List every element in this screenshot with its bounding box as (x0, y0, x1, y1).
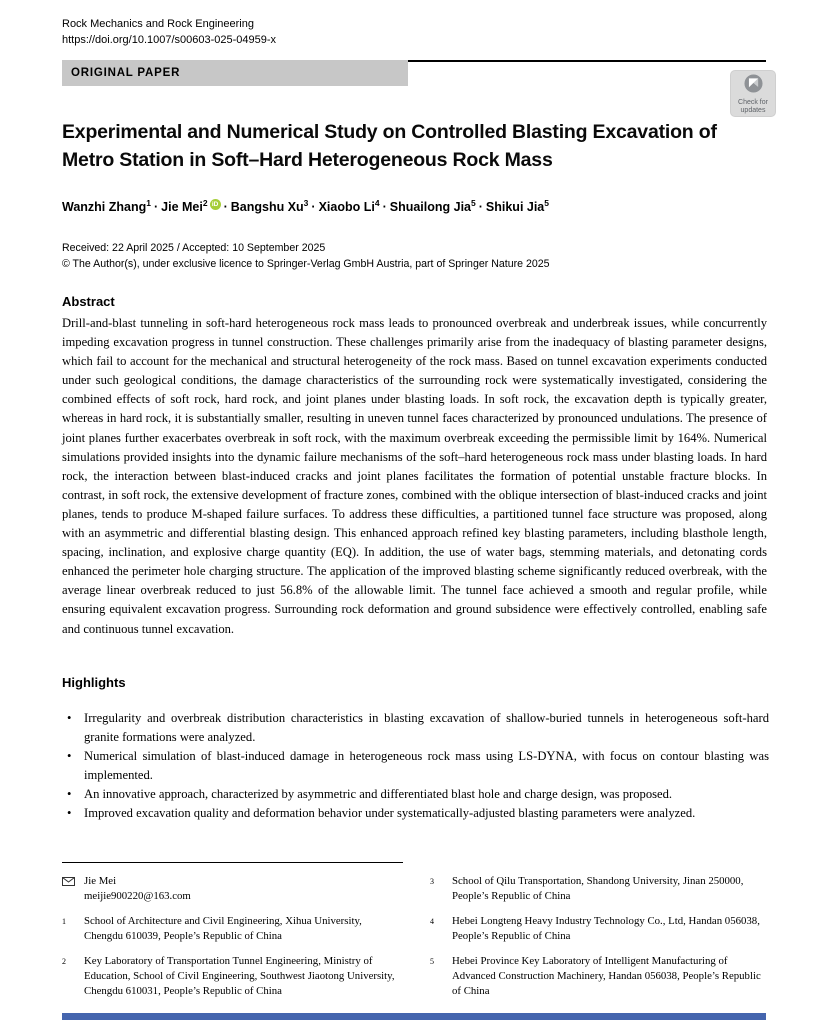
author-line (62, 198, 766, 214)
affiliation: 3 School of Qilu Transportation, Shandong University, Jinan 250000, People’s Republic of China (430, 875, 744, 902)
author-separator: · (382, 200, 387, 215)
highlight-item: • Numerical simulation of blast-induced damage in heterogeneous rock mass using LS-DYNA, with focus on contour blasting was implemented. (62, 747, 769, 785)
orcid-icon[interactable]: iD (210, 199, 221, 210)
journal-name: Rock Mechanics and Rock Engineering (62, 18, 254, 30)
received-accepted: Received: 22 April 2025 / Accepted: 10 September 2025 (62, 242, 326, 254)
check-updates-label-line1: Check for (738, 99, 768, 106)
footnotes-section (62, 862, 767, 1009)
abstract-text: Drill-and-blast tunneling in soft-hard heterogeneous rock mass leads to pronounced overbreak and underbreak issues, while concurrently impeding excavation progress in tunnel construction. These challenges primarily arise from the inadequacy of blasting parameter designs, which fail to account for the mechanical and structural heterogeneity of the rock mass. Based on tunnel excavation experiments conducted under such geological conditions, the damage characteristics of the surrounding rock were systematically investigated, considering the combined effects of soft rock, hard rock, and joint planes under blasting loads. In soft rock, the excavation depth is typically greater, whereas in hard rock, it is substantially smaller, resulting in uneven tunnel faces characterized by pronounced undulations. The presence of joint planes further exacerbates overbreak in soft rock, with the maximum overbreak exceeding the permissible limit by 164%. Numerical simulations provided insights into the dynamic failure mechanisms of the soft–hard heterogeneous rock mass under blasting loads. In hard rock, the interaction between blast-induced cracks and joint planes facilitates the formation of potential unstable fracture blocks. In contrast, in soft rock, the extensive development of fracture zones, combined with the oblique intersection of blast-induced cracks and joint planes, tends to produce M-shaped failure surfaces. To address these difficulties, a partitioned tunnel face structure was proposed, along with an asymmetric and differential blasting design. This enhanced approach refined key blasting parameters, including blasthole length, spacing, inclination, and explosive charge quantity (EQ). In addition, the use of water bags, stemming materials, and detonating cords enhanced the perimeter hole charging structure. The application of the improved blasting scheme significantly reduced overbreak, with the average linear overbreak reduced to just 56.8% of the allowable limit. The tunnel face achieved a smooth and regular profile, while ensuring equivalent excavation progress. Surrounding rock deformation and ground subsidence were effectively controlled, enabling safe and continuous tunnel excavation. (62, 316, 767, 636)
author: Bangshu Xu$^3$ (230, 198, 309, 215)
highlight-item: • Improved excavation quality and deformation behavior under systematically-adjusted blasting parameters were analyzed. (62, 804, 769, 823)
envelope-icon (62, 874, 84, 903)
article-type-label: ORIGINAL PAPER (71, 67, 181, 79)
author-separator: · (223, 200, 228, 215)
author: Wanzhi Zhang$^1$ (62, 198, 151, 215)
author-separator: · (311, 200, 316, 215)
bullet-glyph: • (67, 749, 72, 764)
bullet-glyph: • (67, 787, 72, 802)
correspondence-email[interactable]: meijie900220@163.com (84, 889, 191, 902)
highlights-list (62, 709, 769, 824)
article-type-row (62, 60, 766, 86)
footnote-column-left (62, 874, 398, 1009)
check-updates-label-line2: updates (740, 107, 766, 114)
dates-block (62, 241, 766, 272)
crossmark-icon (744, 80, 763, 97)
abstract-heading: Abstract (62, 294, 115, 309)
bullet-glyph: • (67, 711, 72, 725)
bullet-glyph: • (67, 806, 72, 821)
journal-header (62, 16, 276, 48)
affiliation: 1 School of Architecture and Civil Engineering, Xihua University, Chengdu 610039, People’s Republic of China (62, 915, 362, 942)
author-separator: · (478, 200, 483, 215)
article-title: Experimental and Numerical Study on Controlled Blasting Excavation of Metro Station in Soft–Hard Heterogeneous Rock Mass (62, 121, 717, 171)
copyright-line: © The Author(s), under exclusive licence to Springer-Verlag GmbH Austria, part of Springer Nature 2025 (62, 257, 550, 270)
highlights-section (62, 675, 769, 824)
footnote-rule (62, 862, 403, 863)
author: Jie Mei$^2$ (161, 198, 208, 215)
highlights-heading: Highlights (62, 675, 126, 690)
footer-accent-bar (62, 1013, 766, 1020)
article-type-banner (62, 60, 408, 86)
author: Xiaobo Li$^4$ (318, 198, 380, 215)
footnote-column-right (430, 874, 766, 1009)
author: Shikui Jia$^5$ (485, 198, 549, 215)
check-for-updates-badge[interactable] (730, 70, 776, 117)
correspondence-block (62, 874, 398, 903)
highlight-item: • An innovative approach, characterized by asymmetric and differentiated blast hole and charge design, was proposed. (62, 785, 769, 804)
affiliation: 4 Hebei Longteng Heavy Industry Technology Co., Ltd, Handan 056038, People’s Republic of China (430, 915, 760, 942)
affiliation: 2 Key Laboratory of Transportation Tunnel Engineering, Ministry of Education, School of Civil Engineering, Southwest Jiaotong University, Chengdu 610031, People’s Republic of China (62, 955, 395, 997)
author-separator: · (153, 200, 159, 215)
correspondence-name: Jie Mei (84, 875, 117, 887)
highlight-item: • Irregularity and overbreak distribution characteristics in blasting excavation of shallow-buried tunnels in heterogeneous soft-hard granite formations were analyzed. (62, 709, 769, 747)
affiliation: 5 Hebei Province Key Laboratory of Intelligent Manufacturing of Advanced Construction Machinery, Handan 056038, People’s Republic of China (430, 955, 761, 997)
doi-link[interactable]: https://doi.org/10.1007/s00603-025-04959-x (62, 34, 277, 46)
abstract-section (62, 294, 767, 639)
author: Shuailong Jia$^5$ (389, 198, 476, 215)
header-rule (408, 60, 766, 62)
